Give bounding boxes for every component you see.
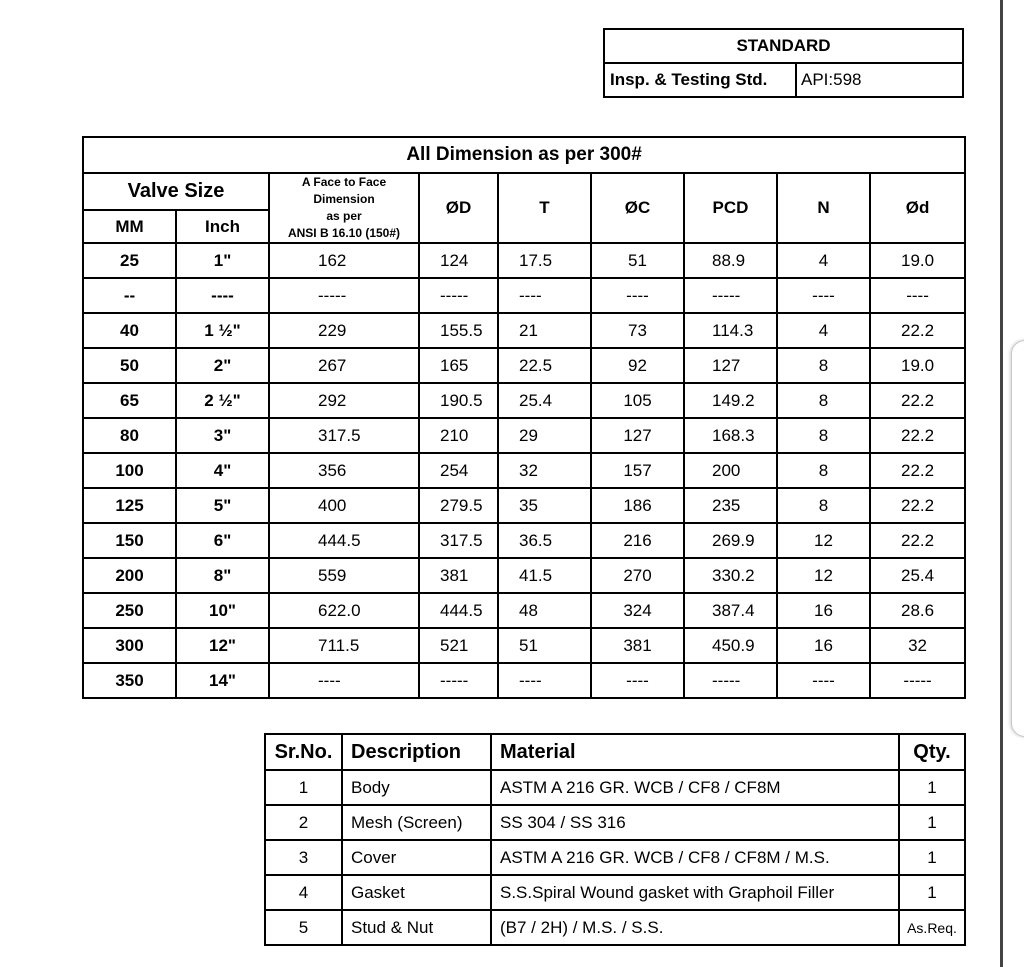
description-cell: Mesh (Screen) — [342, 805, 491, 840]
oc-cell: 216 — [591, 523, 684, 558]
oc-cell: 92 — [591, 348, 684, 383]
face-cell: 559 — [269, 558, 419, 593]
pcd-cell: 200 — [684, 453, 777, 488]
inch-cell: 12" — [176, 628, 269, 663]
description-cell: Stud & Nut — [342, 910, 491, 945]
mm-cell: 40 — [83, 313, 176, 348]
n-cell: 16 — [777, 593, 870, 628]
face-cell: 400 — [269, 488, 419, 523]
d-cell: 19.0 — [870, 348, 965, 383]
t-cell: 17.5 — [498, 243, 591, 278]
pcd-cell: 387.4 — [684, 593, 777, 628]
inch-cell: 1 ½" — [176, 313, 269, 348]
material-cell: SS 304 / SS 316 — [491, 805, 899, 840]
d-cell: 22.2 — [870, 453, 965, 488]
parts-row — [265, 805, 965, 840]
oc-cell: 157 — [591, 453, 684, 488]
n-header: N — [777, 173, 870, 243]
dimension-row — [83, 558, 965, 593]
standard-table — [603, 28, 964, 98]
n-cell: ---- — [777, 278, 870, 313]
od-cell: 317.5 — [419, 523, 498, 558]
n-cell: 8 — [777, 453, 870, 488]
inch-cell: 6" — [176, 523, 269, 558]
pcd-cell: 450.9 — [684, 628, 777, 663]
dimension-row — [83, 628, 965, 663]
dimension-table — [82, 136, 966, 699]
inch-cell: 14" — [176, 663, 269, 698]
description-cell: Gasket — [342, 875, 491, 910]
oc-cell: 73 — [591, 313, 684, 348]
face-header-line3: as per — [326, 209, 362, 223]
n-cell: ---- — [777, 663, 870, 698]
t-cell: 36.5 — [498, 523, 591, 558]
inch-cell: 4" — [176, 453, 269, 488]
face-cell: ----- — [269, 278, 419, 313]
face-cell: 356 — [269, 453, 419, 488]
t-cell: 29 — [498, 418, 591, 453]
oc-cell: 51 — [591, 243, 684, 278]
oc-cell: ---- — [591, 278, 684, 313]
mm-cell: 350 — [83, 663, 176, 698]
parts-row — [265, 840, 965, 875]
d-cell: 22.2 — [870, 383, 965, 418]
oc-cell: ---- — [591, 663, 684, 698]
oc-cell: 270 — [591, 558, 684, 593]
mm-cell: 100 — [83, 453, 176, 488]
sr-no-cell: 5 — [265, 910, 342, 945]
dimension-row — [83, 488, 965, 523]
description-cell: Body — [342, 770, 491, 805]
pcd-cell: 88.9 — [684, 243, 777, 278]
od-cell: 210 — [419, 418, 498, 453]
n-cell: 12 — [777, 558, 870, 593]
sr-no-cell: 1 — [265, 770, 342, 805]
t-cell: 32 — [498, 453, 591, 488]
d-cell: 22.2 — [870, 418, 965, 453]
pcd-cell: 330.2 — [684, 558, 777, 593]
oc-cell: 381 — [591, 628, 684, 663]
description-cell: Cover — [342, 840, 491, 875]
t-cell: 21 — [498, 313, 591, 348]
qty-cell: 1 — [899, 840, 965, 875]
od-header: ØD — [419, 173, 498, 243]
material-cell: ASTM A 216 GR. WCB / CF8 / CF8M / M.S. — [491, 840, 899, 875]
pcd-cell: 127 — [684, 348, 777, 383]
qty-cell: 1 — [899, 875, 965, 910]
inch-cell: 2 ½" — [176, 383, 269, 418]
t-cell: 22.5 — [498, 348, 591, 383]
d-cell: 25.4 — [870, 558, 965, 593]
n-cell: 8 — [777, 488, 870, 523]
n-cell: 8 — [777, 383, 870, 418]
mm-cell: 80 — [83, 418, 176, 453]
parts-row — [265, 910, 965, 945]
dimension-row — [83, 418, 965, 453]
od-cell: ----- — [419, 278, 498, 313]
pcd-header: PCD — [684, 173, 777, 243]
od-cell: ----- — [419, 663, 498, 698]
standard-title: STANDARD — [604, 29, 963, 63]
material-cell: S.S.Spiral Wound gasket with Graphoil Filler — [491, 875, 899, 910]
parts-row — [265, 770, 965, 805]
pcd-cell: 149.2 — [684, 383, 777, 418]
d-header: Ød — [870, 173, 965, 243]
material-cell: ASTM A 216 GR. WCB / CF8 / CF8M — [491, 770, 899, 805]
side-scroll-tab[interactable] — [1011, 340, 1024, 737]
face-cell: 711.5 — [269, 628, 419, 663]
t-cell: ---- — [498, 663, 591, 698]
d-cell: 22.2 — [870, 523, 965, 558]
inch-cell: 8" — [176, 558, 269, 593]
od-cell: 190.5 — [419, 383, 498, 418]
d-cell: 22.2 — [870, 488, 965, 523]
parts-row — [265, 875, 965, 910]
dimension-row — [83, 453, 965, 488]
pcd-cell: 114.3 — [684, 313, 777, 348]
oc-cell: 105 — [591, 383, 684, 418]
face-cell: ---- — [269, 663, 419, 698]
sr-no-header: Sr.No. — [265, 734, 342, 770]
pcd-cell: 168.3 — [684, 418, 777, 453]
od-cell: 155.5 — [419, 313, 498, 348]
inch-cell: 5" — [176, 488, 269, 523]
mm-cell: 150 — [83, 523, 176, 558]
sr-no-cell: 3 — [265, 840, 342, 875]
face-header-line1: A Face to Face — [301, 175, 387, 189]
pcd-cell: ----- — [684, 663, 777, 698]
face-cell: 622.0 — [269, 593, 419, 628]
dimension-row — [83, 663, 965, 698]
inch-cell: 3" — [176, 418, 269, 453]
t-cell: 25.4 — [498, 383, 591, 418]
dimension-row — [83, 593, 965, 628]
d-cell: 22.2 — [870, 313, 965, 348]
n-cell: 4 — [777, 313, 870, 348]
mm-cell: 125 — [83, 488, 176, 523]
d-cell: ----- — [870, 663, 965, 698]
inch-header: Inch — [176, 210, 269, 243]
pcd-cell: 269.9 — [684, 523, 777, 558]
od-cell: 521 — [419, 628, 498, 663]
n-cell: 4 — [777, 243, 870, 278]
od-cell: 279.5 — [419, 488, 498, 523]
dimension-row — [83, 278, 965, 313]
insp-testing-value: API:598 — [796, 63, 963, 97]
t-cell: 48 — [498, 593, 591, 628]
face-cell: 267 — [269, 348, 419, 383]
qty-header: Qty. — [899, 734, 965, 770]
oc-cell: 186 — [591, 488, 684, 523]
page-edge-divider — [1000, 0, 1003, 967]
n-cell: 8 — [777, 348, 870, 383]
sr-no-cell: 4 — [265, 875, 342, 910]
t-cell: 35 — [498, 488, 591, 523]
dimension-row — [83, 383, 965, 418]
material-cell: (B7 / 2H) / M.S. / S.S. — [491, 910, 899, 945]
od-cell: 381 — [419, 558, 498, 593]
qty-cell: 1 — [899, 805, 965, 840]
d-cell: 28.6 — [870, 593, 965, 628]
description-header: Description — [342, 734, 491, 770]
inch-cell: 10" — [176, 593, 269, 628]
mm-cell: 25 — [83, 243, 176, 278]
inch-cell: 2" — [176, 348, 269, 383]
parts-table — [264, 733, 966, 946]
od-cell: 165 — [419, 348, 498, 383]
d-cell: 32 — [870, 628, 965, 663]
dimension-table-title: All Dimension as per 300# — [83, 137, 965, 173]
mm-cell: 65 — [83, 383, 176, 418]
mm-cell: 300 — [83, 628, 176, 663]
face-cell: 444.5 — [269, 523, 419, 558]
od-cell: 124 — [419, 243, 498, 278]
oc-cell: 324 — [591, 593, 684, 628]
t-cell: 41.5 — [498, 558, 591, 593]
n-cell: 8 — [777, 418, 870, 453]
material-header: Material — [491, 734, 899, 770]
n-cell: 16 — [777, 628, 870, 663]
face-cell: 292 — [269, 383, 419, 418]
mm-cell: 250 — [83, 593, 176, 628]
d-cell: 19.0 — [870, 243, 965, 278]
valve-size-header: Valve Size — [83, 173, 269, 210]
sr-no-cell: 2 — [265, 805, 342, 840]
t-header: T — [498, 173, 591, 243]
d-cell: ---- — [870, 278, 965, 313]
face-cell: 317.5 — [269, 418, 419, 453]
oc-header: ØC — [591, 173, 684, 243]
od-cell: 444.5 — [419, 593, 498, 628]
t-cell: ---- — [498, 278, 591, 313]
face-header-line2: Dimension — [313, 192, 375, 206]
t-cell: 51 — [498, 628, 591, 663]
dimension-row — [83, 243, 965, 278]
face-cell: 229 — [269, 313, 419, 348]
insp-testing-label: Insp. & Testing Std. — [604, 63, 796, 97]
dimension-row — [83, 348, 965, 383]
face-cell: 162 — [269, 243, 419, 278]
qty-cell: As.Req. — [899, 910, 965, 945]
pcd-cell: ----- — [684, 278, 777, 313]
face-header-line4: ANSI B 16.10 (150#) — [287, 226, 401, 240]
mm-header: MM — [83, 210, 176, 243]
mm-cell: 50 — [83, 348, 176, 383]
mm-cell: 200 — [83, 558, 176, 593]
face-to-face-header — [269, 173, 419, 243]
qty-cell: 1 — [899, 770, 965, 805]
od-cell: 254 — [419, 453, 498, 488]
mm-cell: -- — [83, 278, 176, 313]
inch-cell: ---- — [176, 278, 269, 313]
n-cell: 12 — [777, 523, 870, 558]
oc-cell: 127 — [591, 418, 684, 453]
dimension-row — [83, 313, 965, 348]
dimension-row — [83, 523, 965, 558]
pcd-cell: 235 — [684, 488, 777, 523]
inch-cell: 1" — [176, 243, 269, 278]
